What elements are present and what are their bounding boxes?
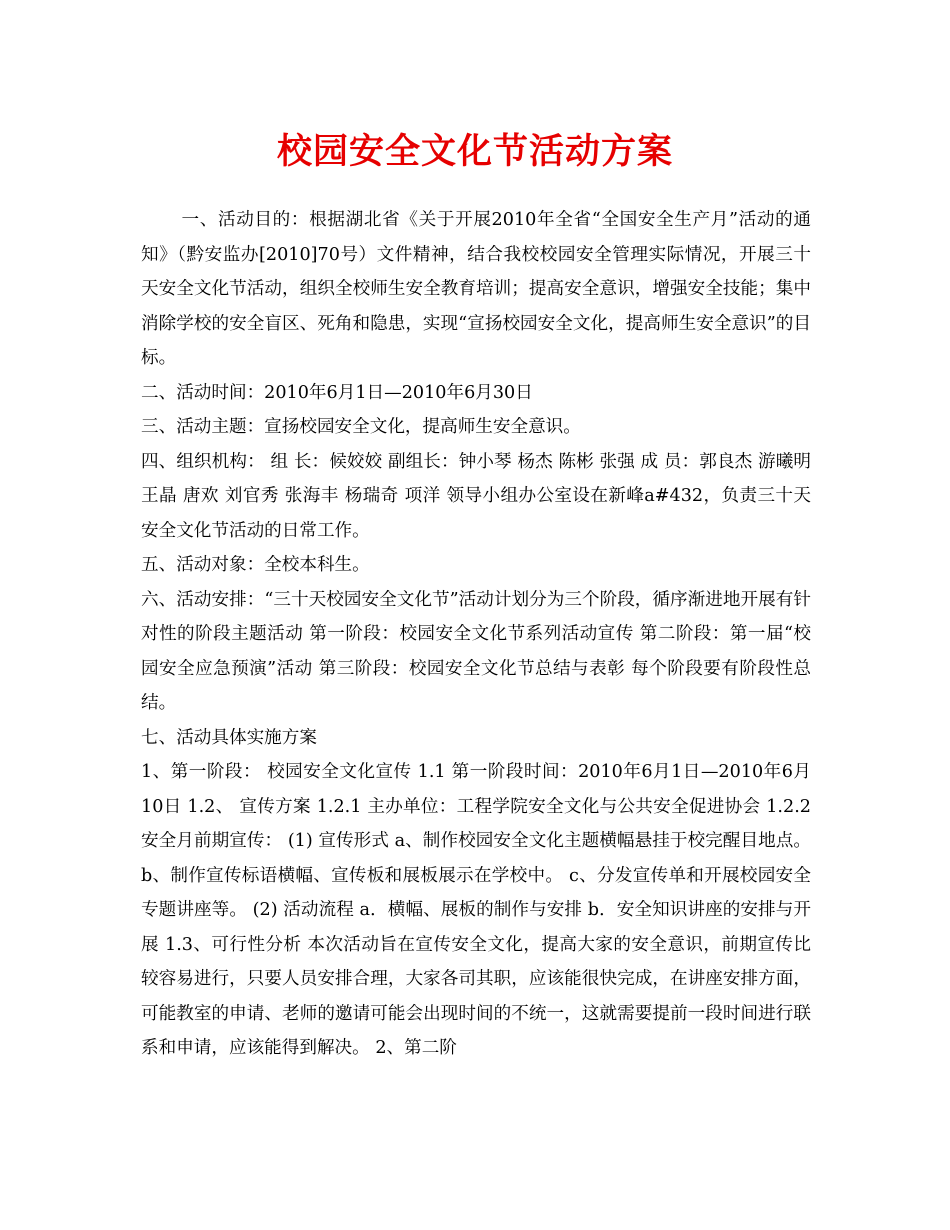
paragraph-organization: 四、组织机构： 组 长：候姣姣 副组长：钟小琴 杨杰 陈彬 张强 成 员：郭良杰 游曦明 王晶 唐欢 刘官秀 张海丰 杨瑞奇 项洋 领导小组办公室设在新峰a#432，负责三十天安全文化节活动的日常工作。 bbox=[141, 451, 811, 541]
paragraph-time: 二、活动时间：2010年6月1日—2010年6月30日 bbox=[141, 382, 533, 403]
paragraph-purpose: 一、活动目的：根据湖北省《关于开展2010年全省“全国安全生产月”活动的通知》（黔安监办[2010]70号）文件精神，结合我校校园安全管理实际情况，开展三十天安全文化节活动，组织全校师生安全教育培训；提高安全意识，增强安全技能；集中消除学校的安全盲区、死角和隐患，实现“宣扬校园安全文化，提高师生安全意识”的目标。 bbox=[141, 210, 811, 368]
paragraph-theme: 三、活动主题：宣扬校园安全文化，提高师生安全意识。 bbox=[141, 417, 581, 437]
document-body bbox=[141, 203, 811, 1066]
paragraph-implementation-heading: 七、活动具体实施方案 bbox=[141, 727, 317, 748]
paragraph-audience: 五、活动对象：全校本科生。 bbox=[141, 555, 370, 575]
paragraph-stage-one: 1、第一阶段： 校园安全文化宣传 1.1 第一阶段时间：2010年6月1日—2010年6月10日 1.2、 宣传方案 1.2.1 主办单位：工程学院安全文化与公共安全促进协会 1.2.2 安全月前期宣传： (1) 宣传形式 a、制作校园安全文化主题横幅悬挂于校完醒目地点。 b、制作宣传标语横幅、宣传板和展板展示在学校中。 c、分发宣传单和开展校园安全专题讲座等。 (2) 活动流程 a．横幅、展板的制作与安排 b．安全知识讲座的安排与开展 1.3、可行性分析 本次活动旨在宣传安全文化，提高大家的安全意识，前期宣传比较容易进行，只要人员安排合理，大家各司其职，应该能很快完成，在讲座安排方面，可能教室的申请、老师的邀请可能会出现时间的不统一，这就需要提前一段时间进行联系和申请，应该能得到解决。 2、第二阶 bbox=[141, 762, 811, 1058]
document-title: 校园安全文化节活动方案 bbox=[276, 131, 673, 172]
paragraph-schedule: 六、活动安排：“三十天校园安全文化节”活动计划分为三个阶段，循序渐进地开展有针对性的阶段主题活动 第一阶段：校园安全文化节系列活动宣传 第二阶段：第一届“校园安全应急预演”活动 第三阶段：校园安全文化节总结与表彰 每个阶段要有阶段性总结。 bbox=[141, 589, 811, 713]
